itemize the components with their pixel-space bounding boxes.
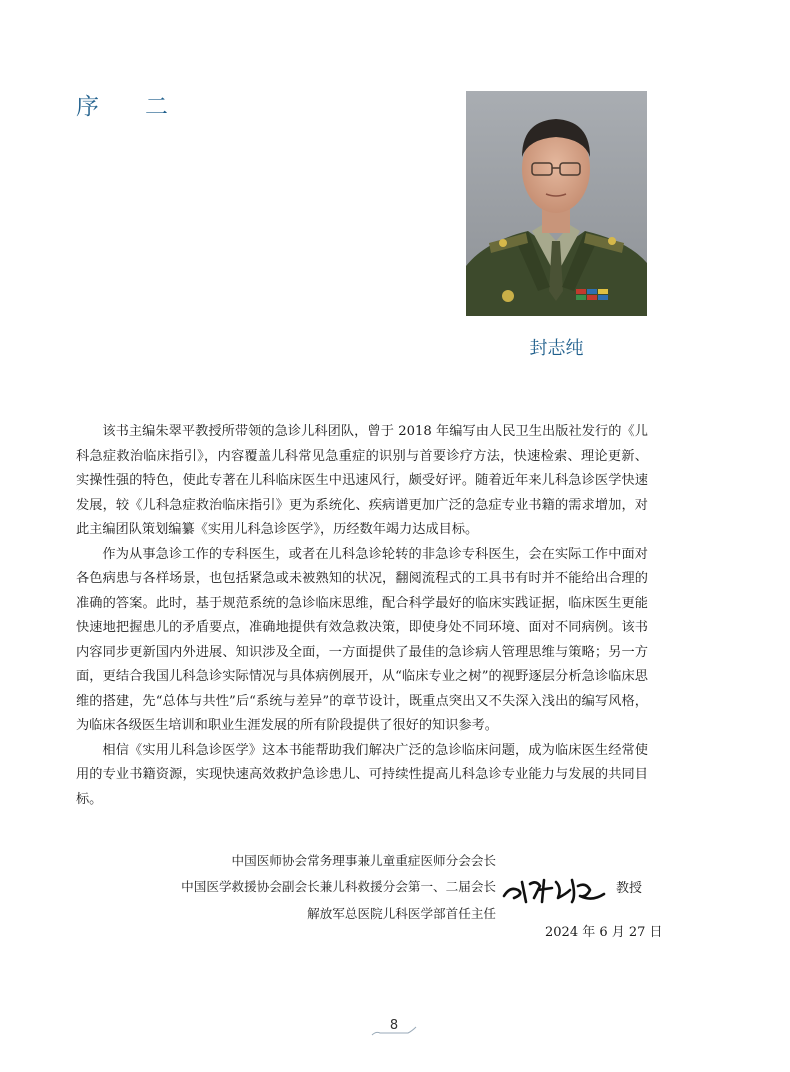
title-char-1: 序 xyxy=(76,94,99,120)
author-affiliation-1: 中国医师协会常务理事兼儿童重症医师分会会长 xyxy=(231,853,496,868)
author-title: 教授 xyxy=(616,881,643,896)
page-title xyxy=(76,88,168,121)
preface-body xyxy=(76,420,648,812)
handwritten-signature xyxy=(500,868,612,908)
page-number-text: 8 xyxy=(389,1018,399,1033)
author-name: 封志纯 xyxy=(529,338,584,359)
signature-block xyxy=(0,848,790,948)
author-portrait-photo xyxy=(466,91,647,316)
page-number xyxy=(376,1015,412,1037)
signing-date: 2024 年 6 月 27 日 xyxy=(545,925,663,940)
title-char-2: 二 xyxy=(145,94,168,120)
paragraph: 该书主编朱翠平教授所带领的急诊儿科团队，曾于 2018 年编写由人民卫生出版社发行的《儿科急症救治临床指引》，内容覆盖儿科常见急重症的识别与首要诊疗方法，快速检索、理论更新、实操性强的特色，使此专著在儿科临床医生中迅速风行，颇受好评。随着近年来儿科急诊医学快速发展，较《儿科急症救治临床指引》更为系统化、疾病谱更加广泛的急症专业书籍的需求增加，对此主编团队策划编纂《实用儿科急诊医学》，历经数年竭力达成目标。 xyxy=(76,424,648,537)
author-affiliation-2: 中国医学救援协会副会长兼儿科救援分会第一、二届会长 xyxy=(181,879,496,894)
paragraph: 相信《实用儿科急诊医学》这本书能帮助我们解决广泛的急诊临床问题，成为临床医生经常使用的专业书籍资源，实现快速高效救护急诊患儿、可持续性提高儿科急诊专业能力与发展的共同目标。 xyxy=(76,742,648,807)
author-affiliation-3: 解放军总医院儿科医学部首任主任 xyxy=(307,906,496,921)
paragraph: 作为从事急诊工作的专科医生，或者在儿科急诊轮转的非急诊专科医生，会在实际工作中面对各色病患与各样场景，也包括紧急或未被熟知的状况，翻阅流程式的工具书有时并不能给出合理的准确的答案。此时，基于规范系统的急诊临床思维，配合科学最好的临床实践证据，临床医生更能快速地把握患儿的矛盾要点，准确地提供有效急救决策，即使身处不同环境、面对不同病例。该书内容同步更新国内外进展、知识涉及全面，一方面提供了最佳的急诊病人管理思维与策略；另一方面，更结合我国儿科急诊实际情况与具体病例展开，从“临床专业之树”的视野逐层分析急诊临床思维的搭建，先“总体与共性”后“系统与差异”的章节设计，既重点突出又不失深入浅出的编写风格，为临床各级医生培训和职业生涯发展的所有阶段提供了很好的知识参考。 xyxy=(76,546,648,733)
